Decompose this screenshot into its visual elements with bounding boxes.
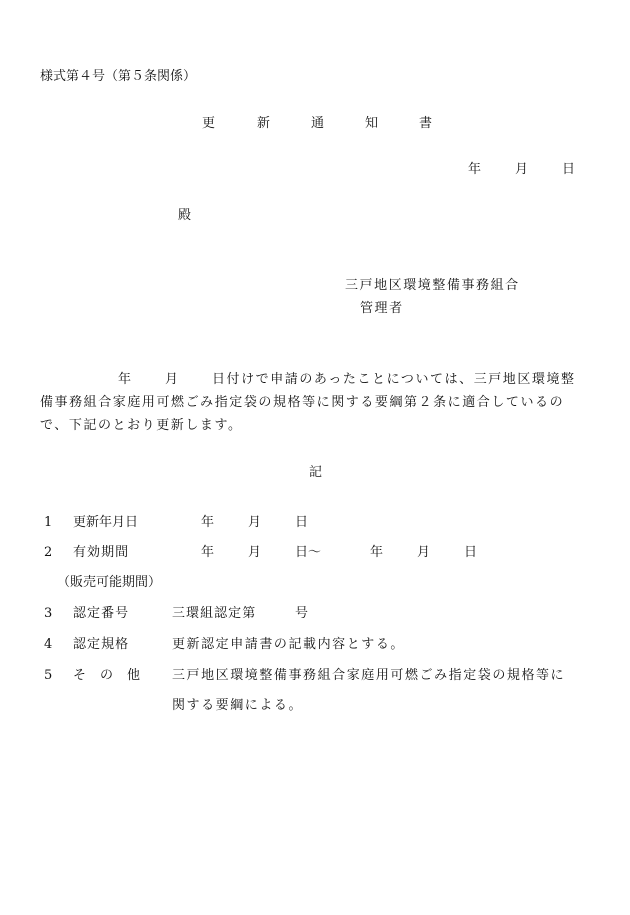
item-month: 月 (248, 545, 262, 560)
item-label-char: 他 (127, 668, 141, 683)
item-sub-label: （販売可能期間） (57, 575, 162, 590)
item-label: 更新年月日 (73, 515, 139, 530)
form-number: 様式第４号（第５条関係） (40, 69, 197, 84)
item-value-line2: 関する要綱による。 (172, 698, 304, 713)
issuer-organization: 三戸地区環境整備事務組合 (345, 278, 520, 293)
item-year: 年 (201, 515, 215, 530)
item-number: 4 (44, 637, 53, 652)
item-year-2: 年 (370, 545, 384, 560)
item-day-tilde: 日～ (295, 545, 322, 560)
body-line1: 日付けで申請のあったことについては、三戸地区環境整 (212, 372, 576, 387)
item-number: 3 (44, 606, 53, 621)
item-label-char: そ (73, 668, 87, 683)
item-month-2: 月 (417, 545, 431, 560)
item-year: 年 (201, 545, 215, 560)
title-char: 更 (202, 116, 216, 131)
item-number: 5 (44, 668, 53, 683)
date-month: 月 (515, 162, 529, 177)
item-month: 月 (248, 515, 262, 530)
date-year: 年 (468, 162, 482, 177)
body-line2: 備事務組合家庭用可燃ごみ指定袋の規格等に関する要綱第２条に適合しているの (40, 395, 565, 410)
title-char: 通 (311, 116, 325, 131)
item-label: 有効期間 (73, 545, 130, 560)
body-year: 年 (118, 372, 132, 387)
body-month: 月 (165, 372, 179, 387)
addressee-suffix: 殿 (178, 208, 192, 223)
date-day: 日 (562, 162, 576, 177)
body-line3: で、下記のとおり更新します。 (40, 418, 243, 433)
issuer-position: 管理者 (360, 301, 404, 316)
item-day-2: 日 (464, 545, 478, 560)
item-label: 認定規格 (73, 637, 130, 652)
item-value: 更新認定申請書の記載内容とする。 (172, 637, 405, 652)
item-day: 日 (295, 515, 309, 530)
ki-heading: 記 (309, 465, 323, 480)
title-char: 知 (365, 116, 379, 131)
item-number: 1 (44, 515, 53, 530)
item-value-line1: 三戸地区環境整備事務組合家庭用可燃ごみ指定袋の規格等に (172, 668, 566, 683)
title-char: 新 (257, 116, 271, 131)
item-label: 認定番号 (73, 606, 130, 621)
title-char: 書 (419, 116, 433, 131)
item-label-char: の (100, 668, 114, 683)
item-number: 2 (44, 545, 53, 560)
item-value-prefix: 三環組認定第 (172, 606, 257, 621)
item-value-suffix: 号 (295, 606, 309, 621)
